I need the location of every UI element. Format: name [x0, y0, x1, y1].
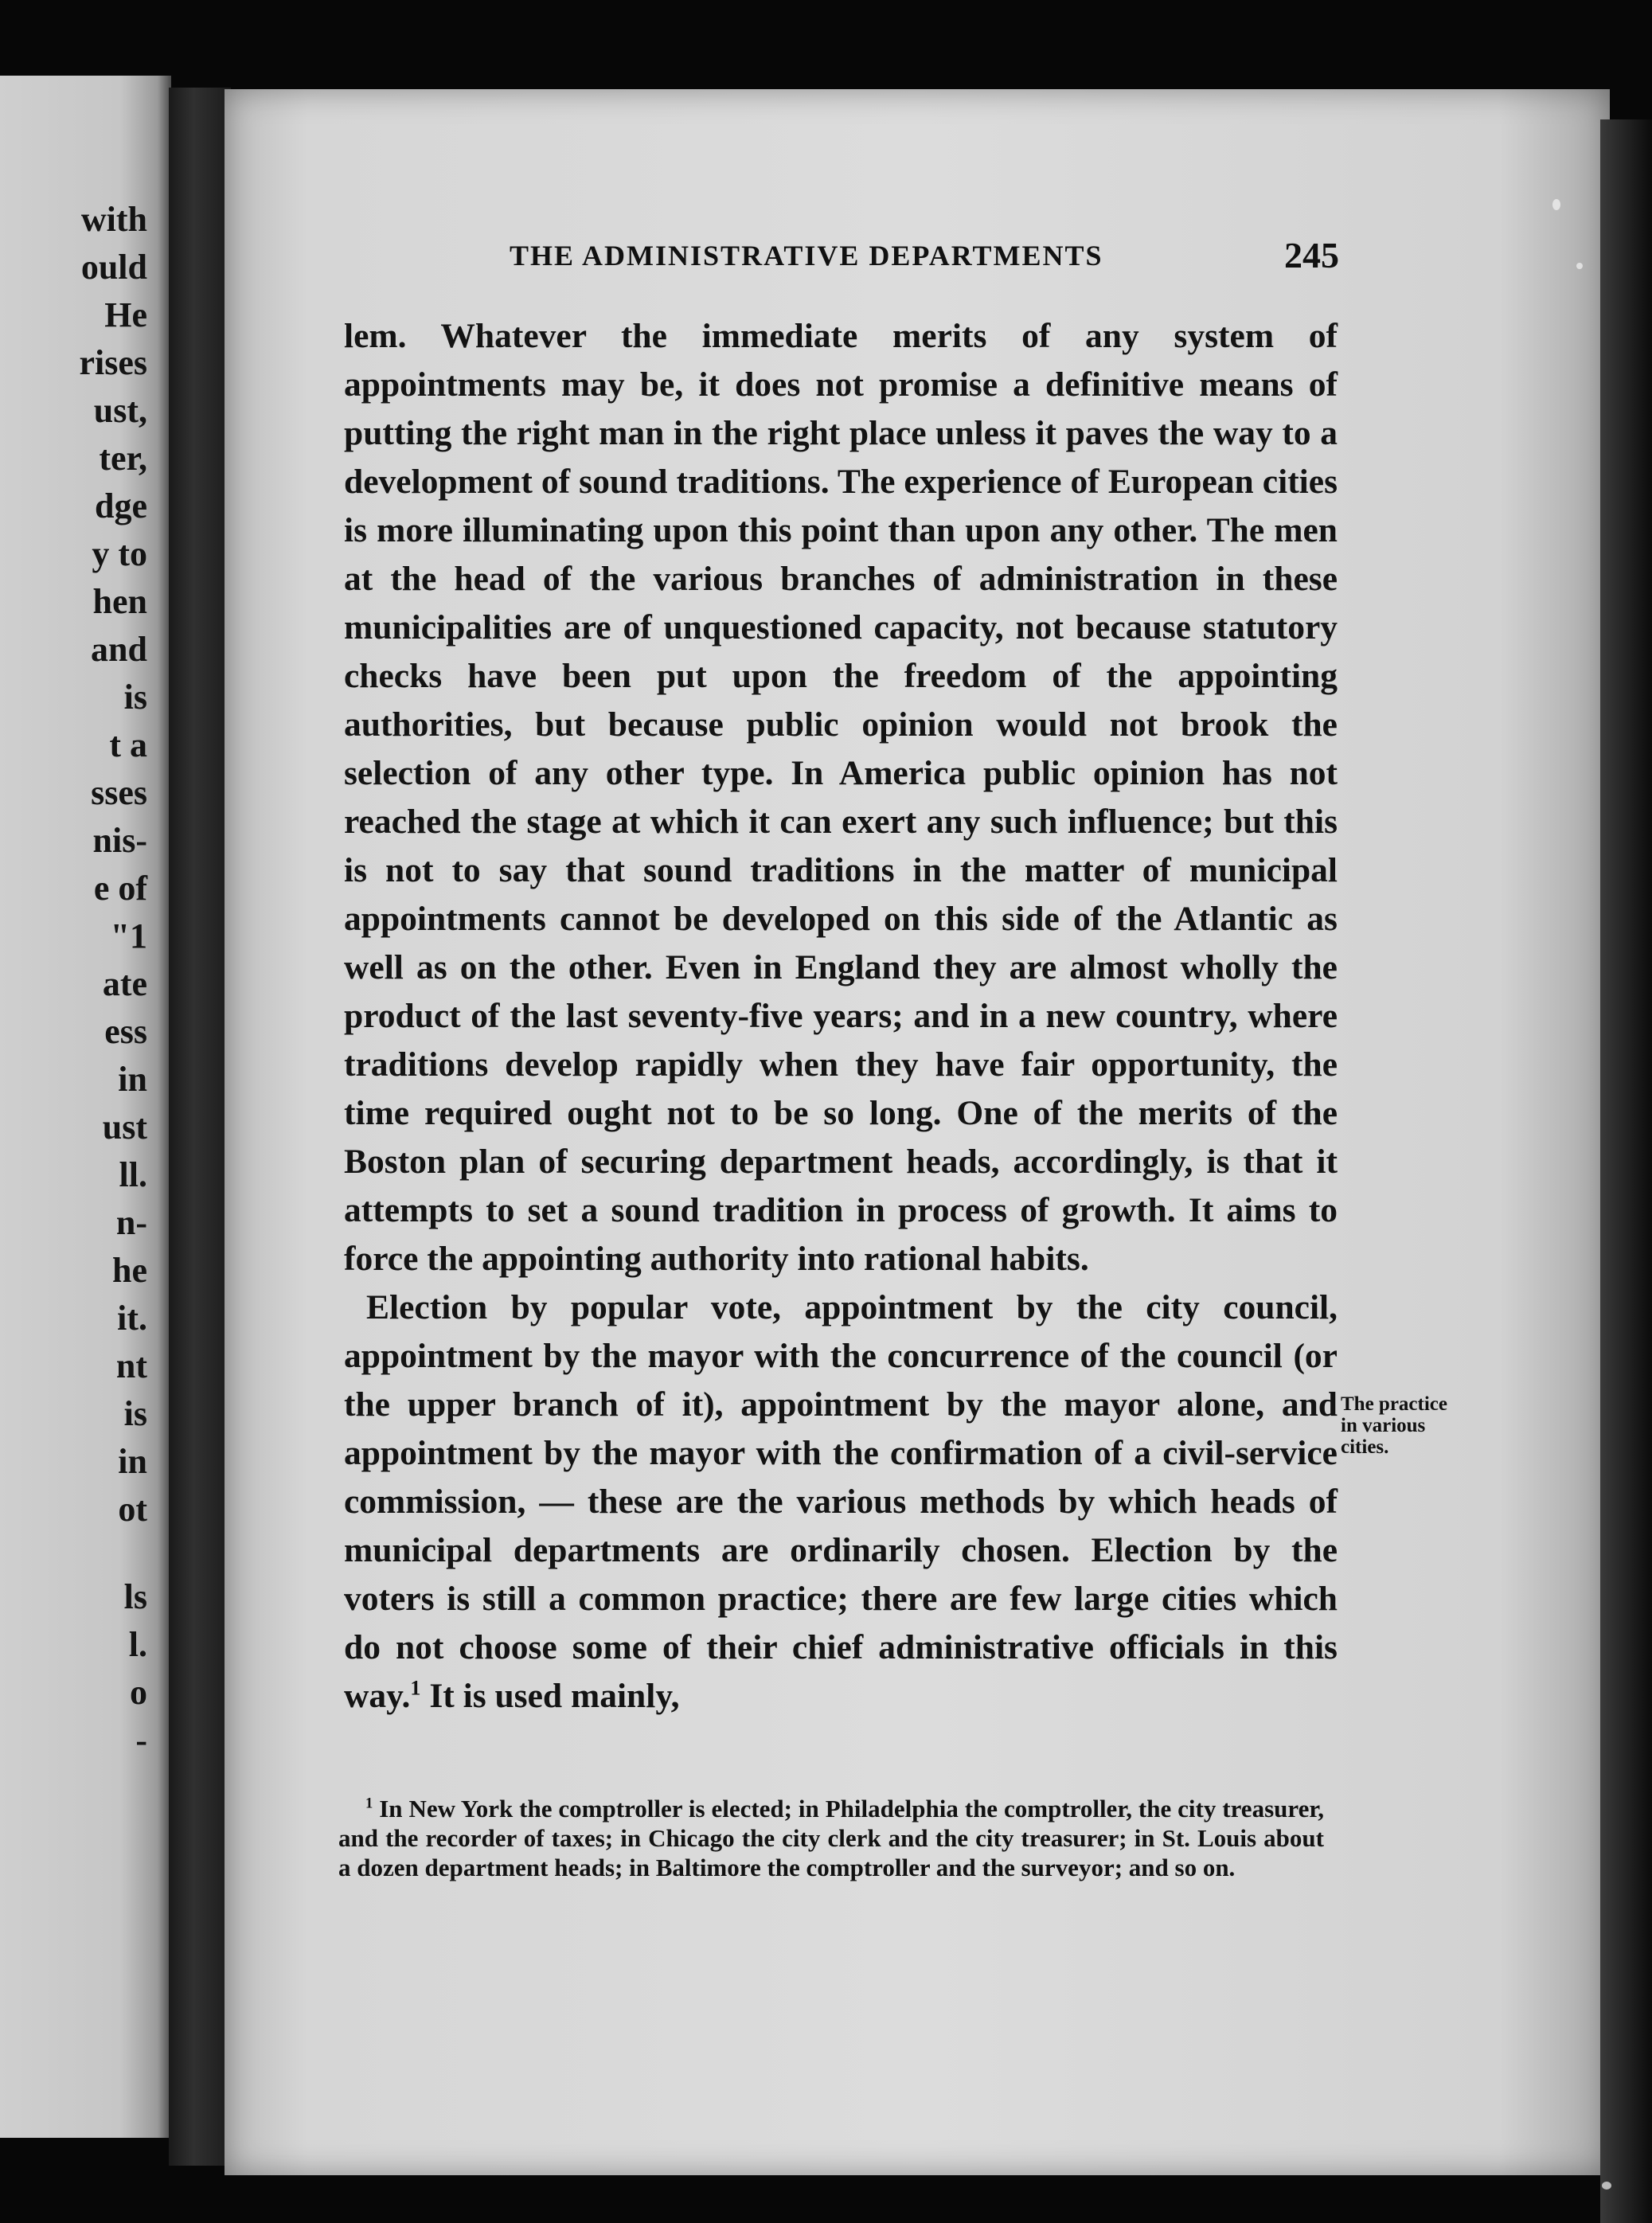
paragraph-1: lem. Whatever the immediate merits of any system of appointments may be, it does not promise a definitive means of putting the right man in the right place unless it paves the way to a development of sound traditions. The experience of European cities is more illuminating upon this point than upon any other. The men at the head of the various branches of administration in these municipalities are of unquestioned capacity, not because statutory checks have been put upon the freedom of the appointing authorities, but because public opinion would not brook the selection of any other type. In America public opinion has not reached the stage at which it can exert any such influence; but this is not to say that sound traditions in the matter of municipal appointments cannot be developed on this side of the Atlantic as well as on the other. Even in England they are almost wholly the product of the last seventy-five years; and in a new country, where traditions develop rapidly when they have fair opportunity, the time required ought not to be so long. One of the merits of the Boston plan of securing department heads, accordingly, is that it attempts to set a sound tradition in process of growth. It aims to force the appointing authority into rational habits. [344, 317, 1338, 1278]
facing-page-fragment: n- [115, 1203, 147, 1242]
running-title: THE ADMINISTRATIVE DEPARTMENTS [510, 240, 1103, 272]
facing-page-fragment: ate [102, 964, 147, 1003]
facing-page-fragment: ould [80, 248, 147, 287]
facing-page-fragment: nis- [92, 821, 147, 860]
facing-page-fragment: in [118, 1060, 147, 1099]
page-number: 245 [1284, 235, 1339, 275]
footnotes [338, 1794, 1324, 1882]
facing-page-fragment: in [118, 1442, 147, 1481]
facing-page-fragment: t a [109, 725, 147, 764]
page-edge-shadow [1600, 119, 1652, 2223]
scan-speck [1552, 199, 1560, 210]
facing-page-fragment: ust, [93, 391, 147, 430]
facing-page-fragment: nt [115, 1346, 147, 1385]
facing-page-fragment: y to [92, 534, 147, 573]
facing-page-fragment: and [91, 630, 147, 669]
footnote-reference: 1 [410, 1676, 421, 1700]
facing-page-fragment: - [135, 1721, 147, 1760]
scan-speck [1602, 2182, 1611, 2190]
facing-page-fragment: hen [92, 582, 147, 621]
facing-page-fragment: ls [123, 1577, 147, 1616]
facing-page-fragment: l. [128, 1625, 147, 1664]
facing-page-fragment: ess [104, 1012, 147, 1051]
facing-page-fragment: "1 [110, 916, 147, 955]
facing-page-fragment: ter, [99, 439, 147, 478]
running-head [342, 235, 1339, 287]
facing-page-fragment: e of [93, 869, 147, 908]
facing-page-fragment: ll. [119, 1155, 147, 1194]
facing-page-fragment: with [80, 200, 147, 239]
footnote-marker: 1 [365, 1795, 373, 1812]
scan-speck [1576, 263, 1583, 269]
paragraph-2 [344, 1283, 1338, 1721]
paragraph-2-text: Election by popular vote, appointment by the city council, appointment by the mayor with the concurrence of the council (or the upper branch of it), appointment by the mayor alone, and appointment by the mayor with the confirmation of a civil-service commission, — these are the various methods by which heads of municipal departments are ordinarily chosen. Election by the voters is still a common practice; there are few large cities which do not choose some of their chief administrative officials in this way. [344, 1288, 1338, 1715]
facing-page-fragment: is [123, 1394, 147, 1433]
facing-page-fragment: is [123, 678, 147, 717]
facing-page-fragment: it. [117, 1299, 147, 1338]
footnote-1 [338, 1794, 1324, 1882]
body-text [344, 312, 1338, 1721]
facing-page-fragment: rises [79, 343, 147, 382]
book-spine-shadow [169, 88, 231, 2166]
facing-page-fragment: he [112, 1251, 147, 1290]
footnote-text: In New York the comptroller is elected; in Philadelphia the comptroller, the city treasurer, and the recorder of taxes; in Chicago the city clerk and the city treasurer; in St. Louis about a dozen department heads; in Baltimore the comptroller and the surveyor; and so on. [338, 1795, 1324, 1881]
facing-page-left [0, 76, 171, 2138]
facing-page-fragment: o [130, 1673, 147, 1712]
facing-page-fragment: ot [118, 1490, 147, 1529]
paragraph-2-tail: It is used mainly, [420, 1677, 680, 1715]
facing-page-fragment: sses [91, 773, 147, 812]
facing-page-fragment: ust [102, 1108, 147, 1147]
margin-note: The practice in various cities. [1341, 1393, 1447, 1458]
facing-page-fragment: dge [95, 486, 147, 525]
facing-page-fragment: He [104, 295, 147, 334]
